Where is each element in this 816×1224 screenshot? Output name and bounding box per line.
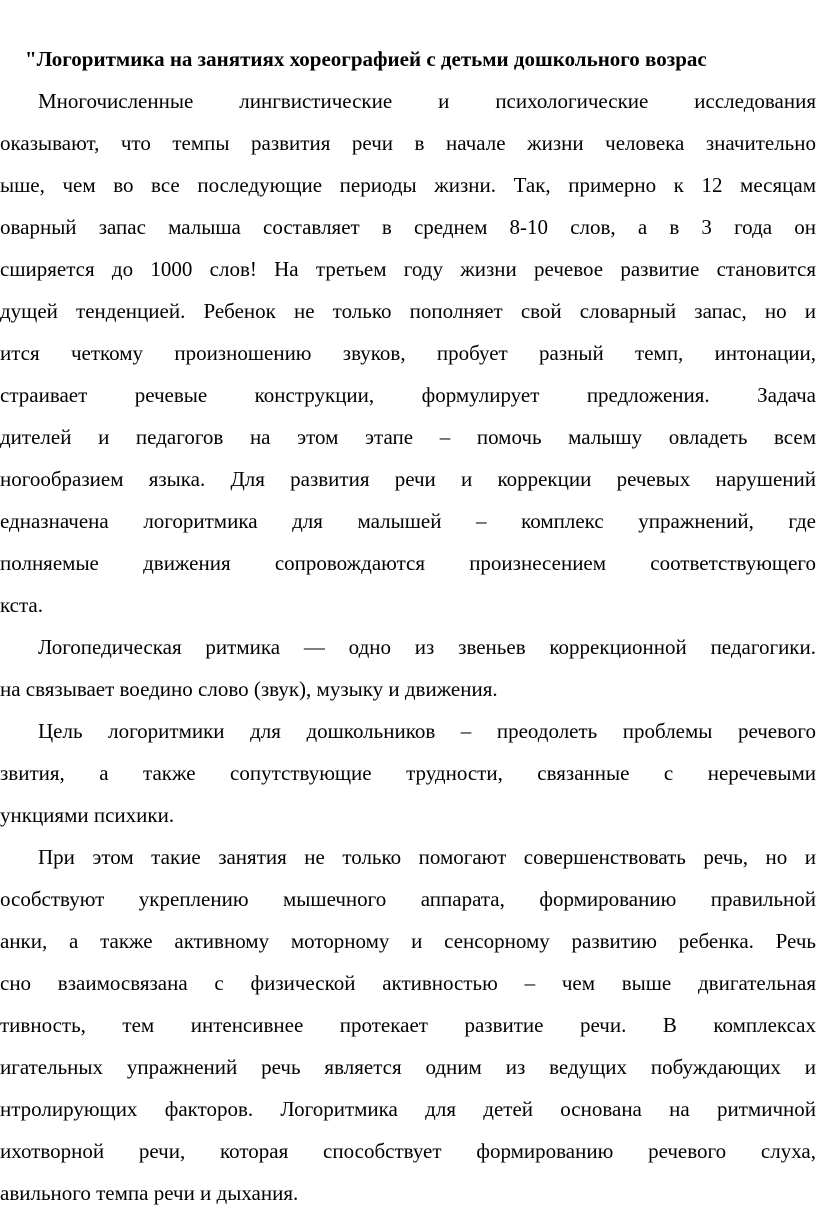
paragraph-line: игательных упражнений речь является одним из ведущих побуждающих и xyxy=(0,1055,816,1079)
paragraph-line: Цель логоритмики для дошкольников – преодолеть проблемы речевого xyxy=(38,719,816,743)
paragraph-line: сно взаимосвязана с физической активностью – чем выше двигательная xyxy=(0,971,816,995)
paragraph-line: оказывают, что темпы развития речи в начале жизни человека значительно xyxy=(0,131,816,155)
document-title: "Логоритмика на занятиях хореографией с детьми дошкольного возрас xyxy=(25,47,707,71)
paragraph-line: авильного темпа речи и дыхания. xyxy=(0,1181,299,1205)
paragraph-line: дущей тенденцией. Ребенок не только пополняет свой словарный запас, но и xyxy=(0,299,816,323)
paragraph-line: сширяется до 1000 слов! На третьем году жизни речевое развитие становится xyxy=(0,257,816,281)
paragraph-line: ится четкому произношению звуков, пробует разный темп, интонации, xyxy=(0,341,816,365)
paragraph-line: ункциями психики. xyxy=(0,803,175,827)
paragraph-line: страивает речевые конструкции, формулирует предложения. Задача xyxy=(0,383,816,407)
paragraph-line: дителей и педагогов на этом этапе – помочь малышу овладеть всем xyxy=(0,425,816,449)
paragraph-line: нтролирующих факторов. Логоритмика для детей основана на ритмичной xyxy=(0,1097,816,1121)
paragraph-line: ыше, чем во все последующие периоды жизни. Так, примерно к 12 месяцам xyxy=(0,173,816,197)
paragraph-line: Многочисленные лингвистические и психологические исследования xyxy=(38,89,816,113)
paragraph-line: ихотворной речи, которая способствует формированию речевого слуха, xyxy=(0,1139,816,1163)
paragraph-line: анки, а также активному моторному и сенсорному развитию ребенка. Речь xyxy=(0,929,816,953)
paragraph-line: на связывает воедино слово (звук), музыку и движения. xyxy=(0,677,498,701)
paragraph-line: едназначена логоритмика для малышей – комплекс упражнений, где xyxy=(0,509,816,533)
paragraph-line: При этом такие занятия не только помогают совершенствовать речь, но и xyxy=(38,845,816,869)
paragraph-line: тивность, тем интенсивнее протекает развитие речи. В комплексах xyxy=(0,1013,816,1037)
paragraph-line: кста. xyxy=(0,593,44,617)
paragraph-line: звития, а также сопутствующие трудности, связанные с неречевыми xyxy=(0,761,816,785)
paragraph-line: оварный запас малыша составляет в среднем 8-10 слов, а в 3 года он xyxy=(0,215,816,239)
paragraph-line: полняемые движения сопровождаются произнесением соответствующего xyxy=(0,551,816,575)
paragraph-line: ногообразием языка. Для развития речи и коррекции речевых нарушений xyxy=(0,467,816,491)
paragraph-line: особствуют укреплению мышечного аппарата, формированию правильной xyxy=(0,887,816,911)
paragraph-line: Логопедическая ритмика — одно из звеньев коррекционной педагогики. xyxy=(38,635,816,659)
